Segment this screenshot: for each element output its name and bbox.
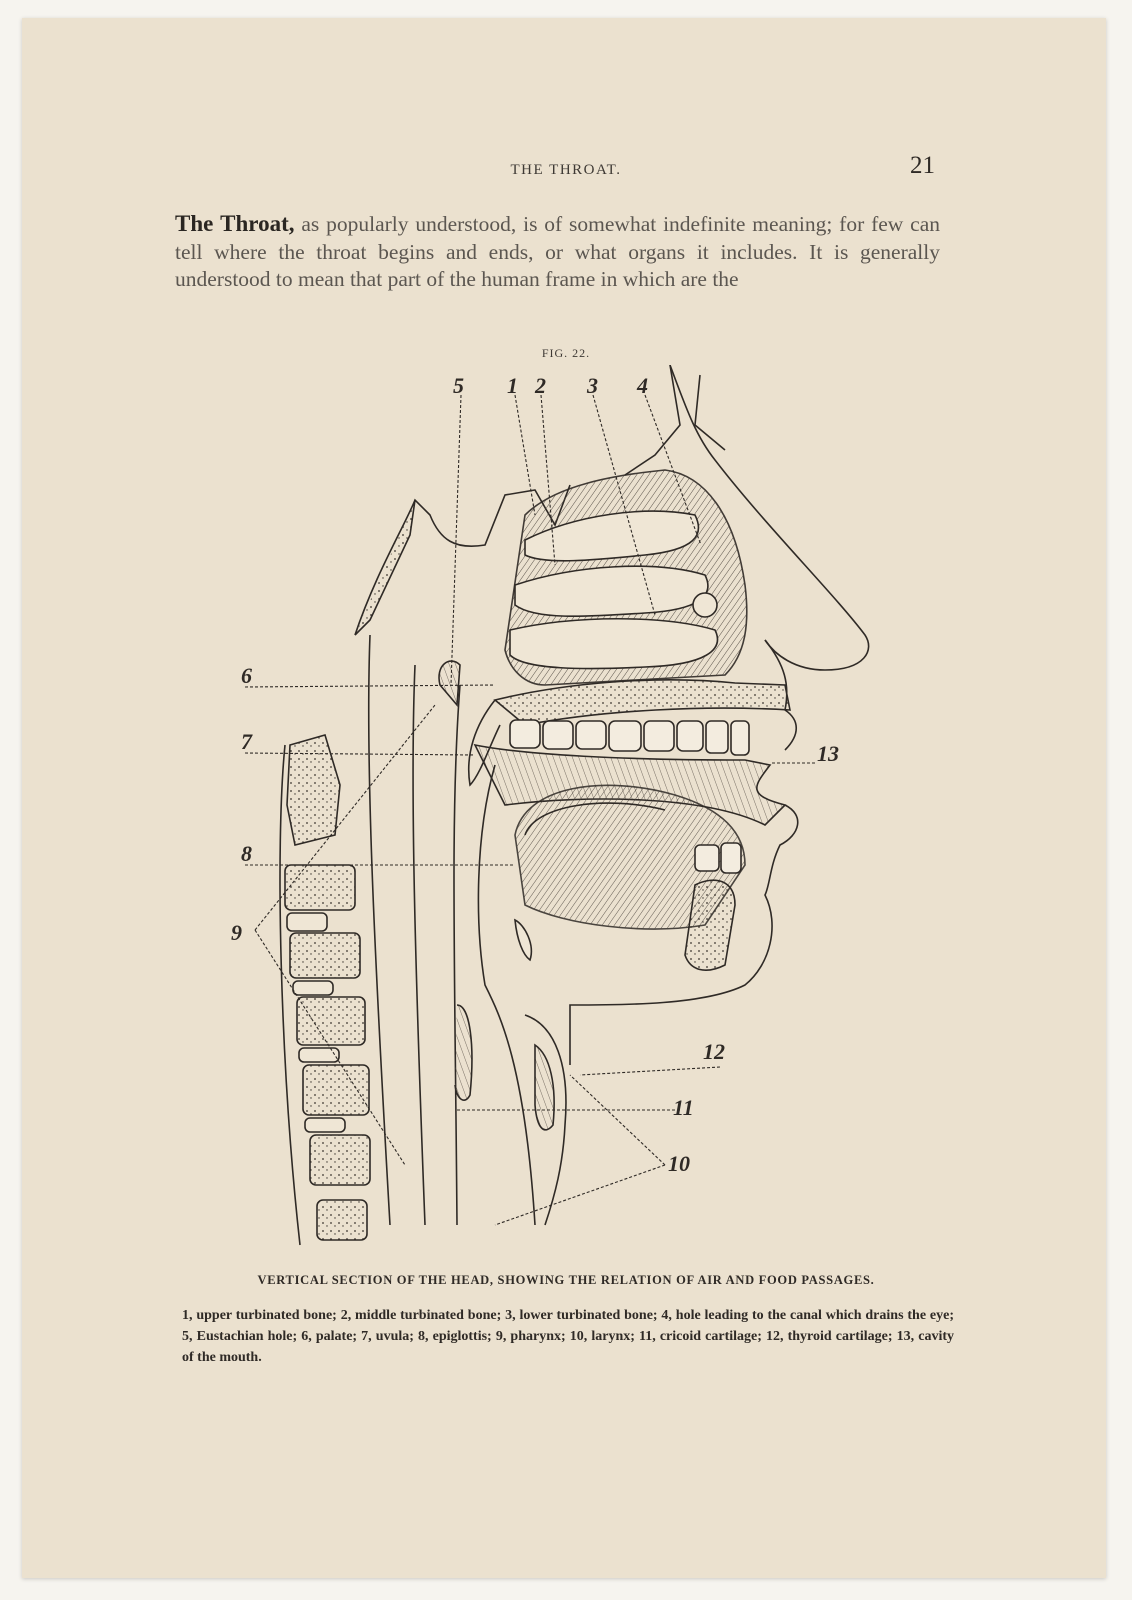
callout-3: 3 [587, 373, 598, 398]
callout-13: 13 [817, 741, 839, 766]
paragraph-text: as popularly understood, is of somewhat indefinite meaning; for few can tell where the throat begins and ends, or what organs it includes. It is generally understood to mean that part of the human frame in which are the [175, 212, 940, 291]
callout-4: 4 [637, 373, 648, 398]
callout-8: 8 [241, 841, 252, 866]
callout-9: 9 [231, 920, 242, 945]
page-number: 21 [910, 152, 935, 179]
body-paragraph [175, 210, 940, 294]
callout-1: 1 [507, 373, 518, 398]
callout-7: 7 [241, 729, 252, 754]
lead-in-heading: The Throat, [175, 211, 295, 236]
callout-6: 6 [241, 663, 252, 688]
callout-2: 2 [535, 373, 546, 398]
callout-10: 10 [668, 1151, 690, 1176]
anatomy-engraving [225, 365, 885, 1265]
callout-12: 12 [703, 1039, 725, 1064]
figure-legend: 1, upper turbinated bone; 2, middle turbinated bone; 3, lower turbinated bone; 4, hole leading to the canal which drains the eye; 5, Eustachian hole; 6, palate; 7, uvula; 8, epiglottis; 9, pharynx; 10, larynx; 11, cricoid cartilage; 12, thyroid cartilage; 13, cavity of the mouth. [182, 1308, 954, 1365]
figure-caption: VERTICAL SECTION OF THE HEAD, SHOWING THE RELATION OF AIR AND FOOD PASSAGES. [257, 1273, 875, 1287]
running-head: THE THROAT. [510, 162, 622, 178]
callout-11: 11 [673, 1095, 694, 1120]
head-section-illustration [225, 365, 885, 1269]
figure-label: FIG. 22. [541, 346, 591, 360]
callout-5: 5 [453, 373, 464, 398]
